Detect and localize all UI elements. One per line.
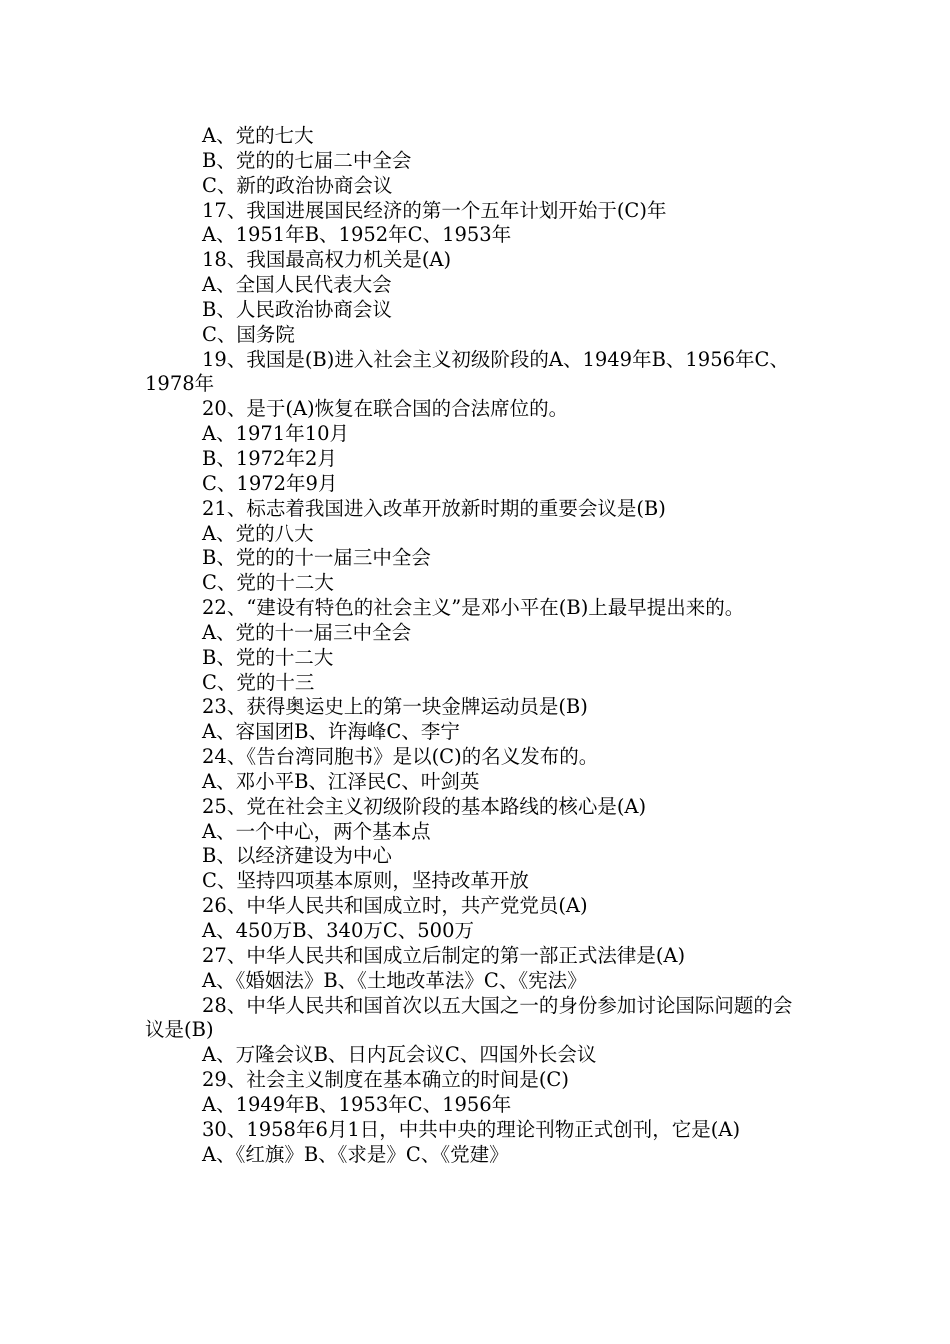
- question-29: 29、社会主义制度在基本确立的时间是(C): [202, 1068, 569, 1092]
- option-line: A、1951年B、1952年C、1953年: [202, 223, 512, 247]
- option-line: C、新的政治协商会议: [202, 173, 393, 197]
- question-27: 27、中华人民共和国成立后制定的第一部正式法律是(A): [202, 943, 686, 967]
- option-line: A、450万B、340万C、500万: [202, 919, 474, 942]
- option-line: B、人民政治协商会议: [202, 297, 392, 321]
- option-line: B、党的十二大: [202, 645, 334, 669]
- question-22: 22、“建设有特色的社会主义”是邓小平在(B)上最早提出来的。: [202, 596, 745, 620]
- question-23: 23、获得奥运史上的第一块金牌运动员是(B): [202, 695, 588, 719]
- option-line: C、党的十二大: [202, 571, 334, 595]
- option-line: A、1971年10月: [202, 422, 350, 446]
- question-20: 20、是于(A)恢复在联合国的合法席位的。: [202, 397, 569, 421]
- option-line: A、党的七大: [202, 124, 314, 147]
- option-line: A、容国团B、许海峰C、李宁: [202, 720, 460, 744]
- question-24: 24、《告台湾同胞书》是以(C)的名义发布的。: [202, 745, 599, 769]
- option-line: A、全国人民代表大会: [202, 273, 392, 297]
- option-line: B、党的的十一届三中全会: [202, 546, 431, 570]
- question-19: 19、我国是(B)进入社会主义初级阶段的A、1949年B、1956年C、1978年: [145, 347, 789, 396]
- option-line: A、党的十一届三中全会: [202, 620, 412, 644]
- option-line: C、坚持四项基本原则，坚持改革开放: [202, 869, 529, 893]
- option-line: B、党的的七届二中全会: [202, 148, 412, 172]
- option-line: C、1972年9月: [202, 471, 338, 495]
- option-line: A、《婚姻法》B、《土地改革法》C、《宪法》: [202, 968, 587, 992]
- question-30: 30、1958年6月1日，中共中央的理论刊物正式创刊，它是(A): [202, 1117, 741, 1141]
- option-line: A、万隆会议B、日内瓦会议C、四国外长会议: [202, 1043, 597, 1067]
- option-line: A、1949年B、1953年C、1956年: [202, 1092, 512, 1116]
- question-28: 28、中华人民共和国首次以五大国之一的身份参加讨论国际问题的会议是(B): [145, 993, 793, 1042]
- option-line: A、邓小平B、江泽民C、叶剑英: [202, 769, 480, 793]
- option-line: B、1972年2月: [202, 446, 337, 470]
- option-line: A、一个中心，两个基本点: [202, 819, 431, 843]
- option-line: C、党的十三: [202, 670, 315, 694]
- document-body: [145, 124, 809, 1167]
- option-line: B、以经济建设为中心: [202, 844, 392, 868]
- option-line: A、《红旗》B、《求是》C、《党建》: [202, 1142, 509, 1166]
- option-line: A、党的八大: [202, 521, 314, 545]
- question-25: 25、党在社会主义初级阶段的基本路线的核心是(A): [202, 794, 647, 818]
- question-26: 26、中华人民共和国成立时，共产党党员(A): [202, 894, 588, 918]
- question-21: 21、标志着我国进入改革开放新时期的重要会议是(B): [202, 496, 666, 520]
- question-17: 17、我国进展国民经济的第一个五年计划开始于(C)年: [202, 198, 667, 222]
- question-18: 18、我国最高权力机关是(A): [202, 248, 452, 272]
- option-line: C、国务院: [202, 322, 295, 346]
